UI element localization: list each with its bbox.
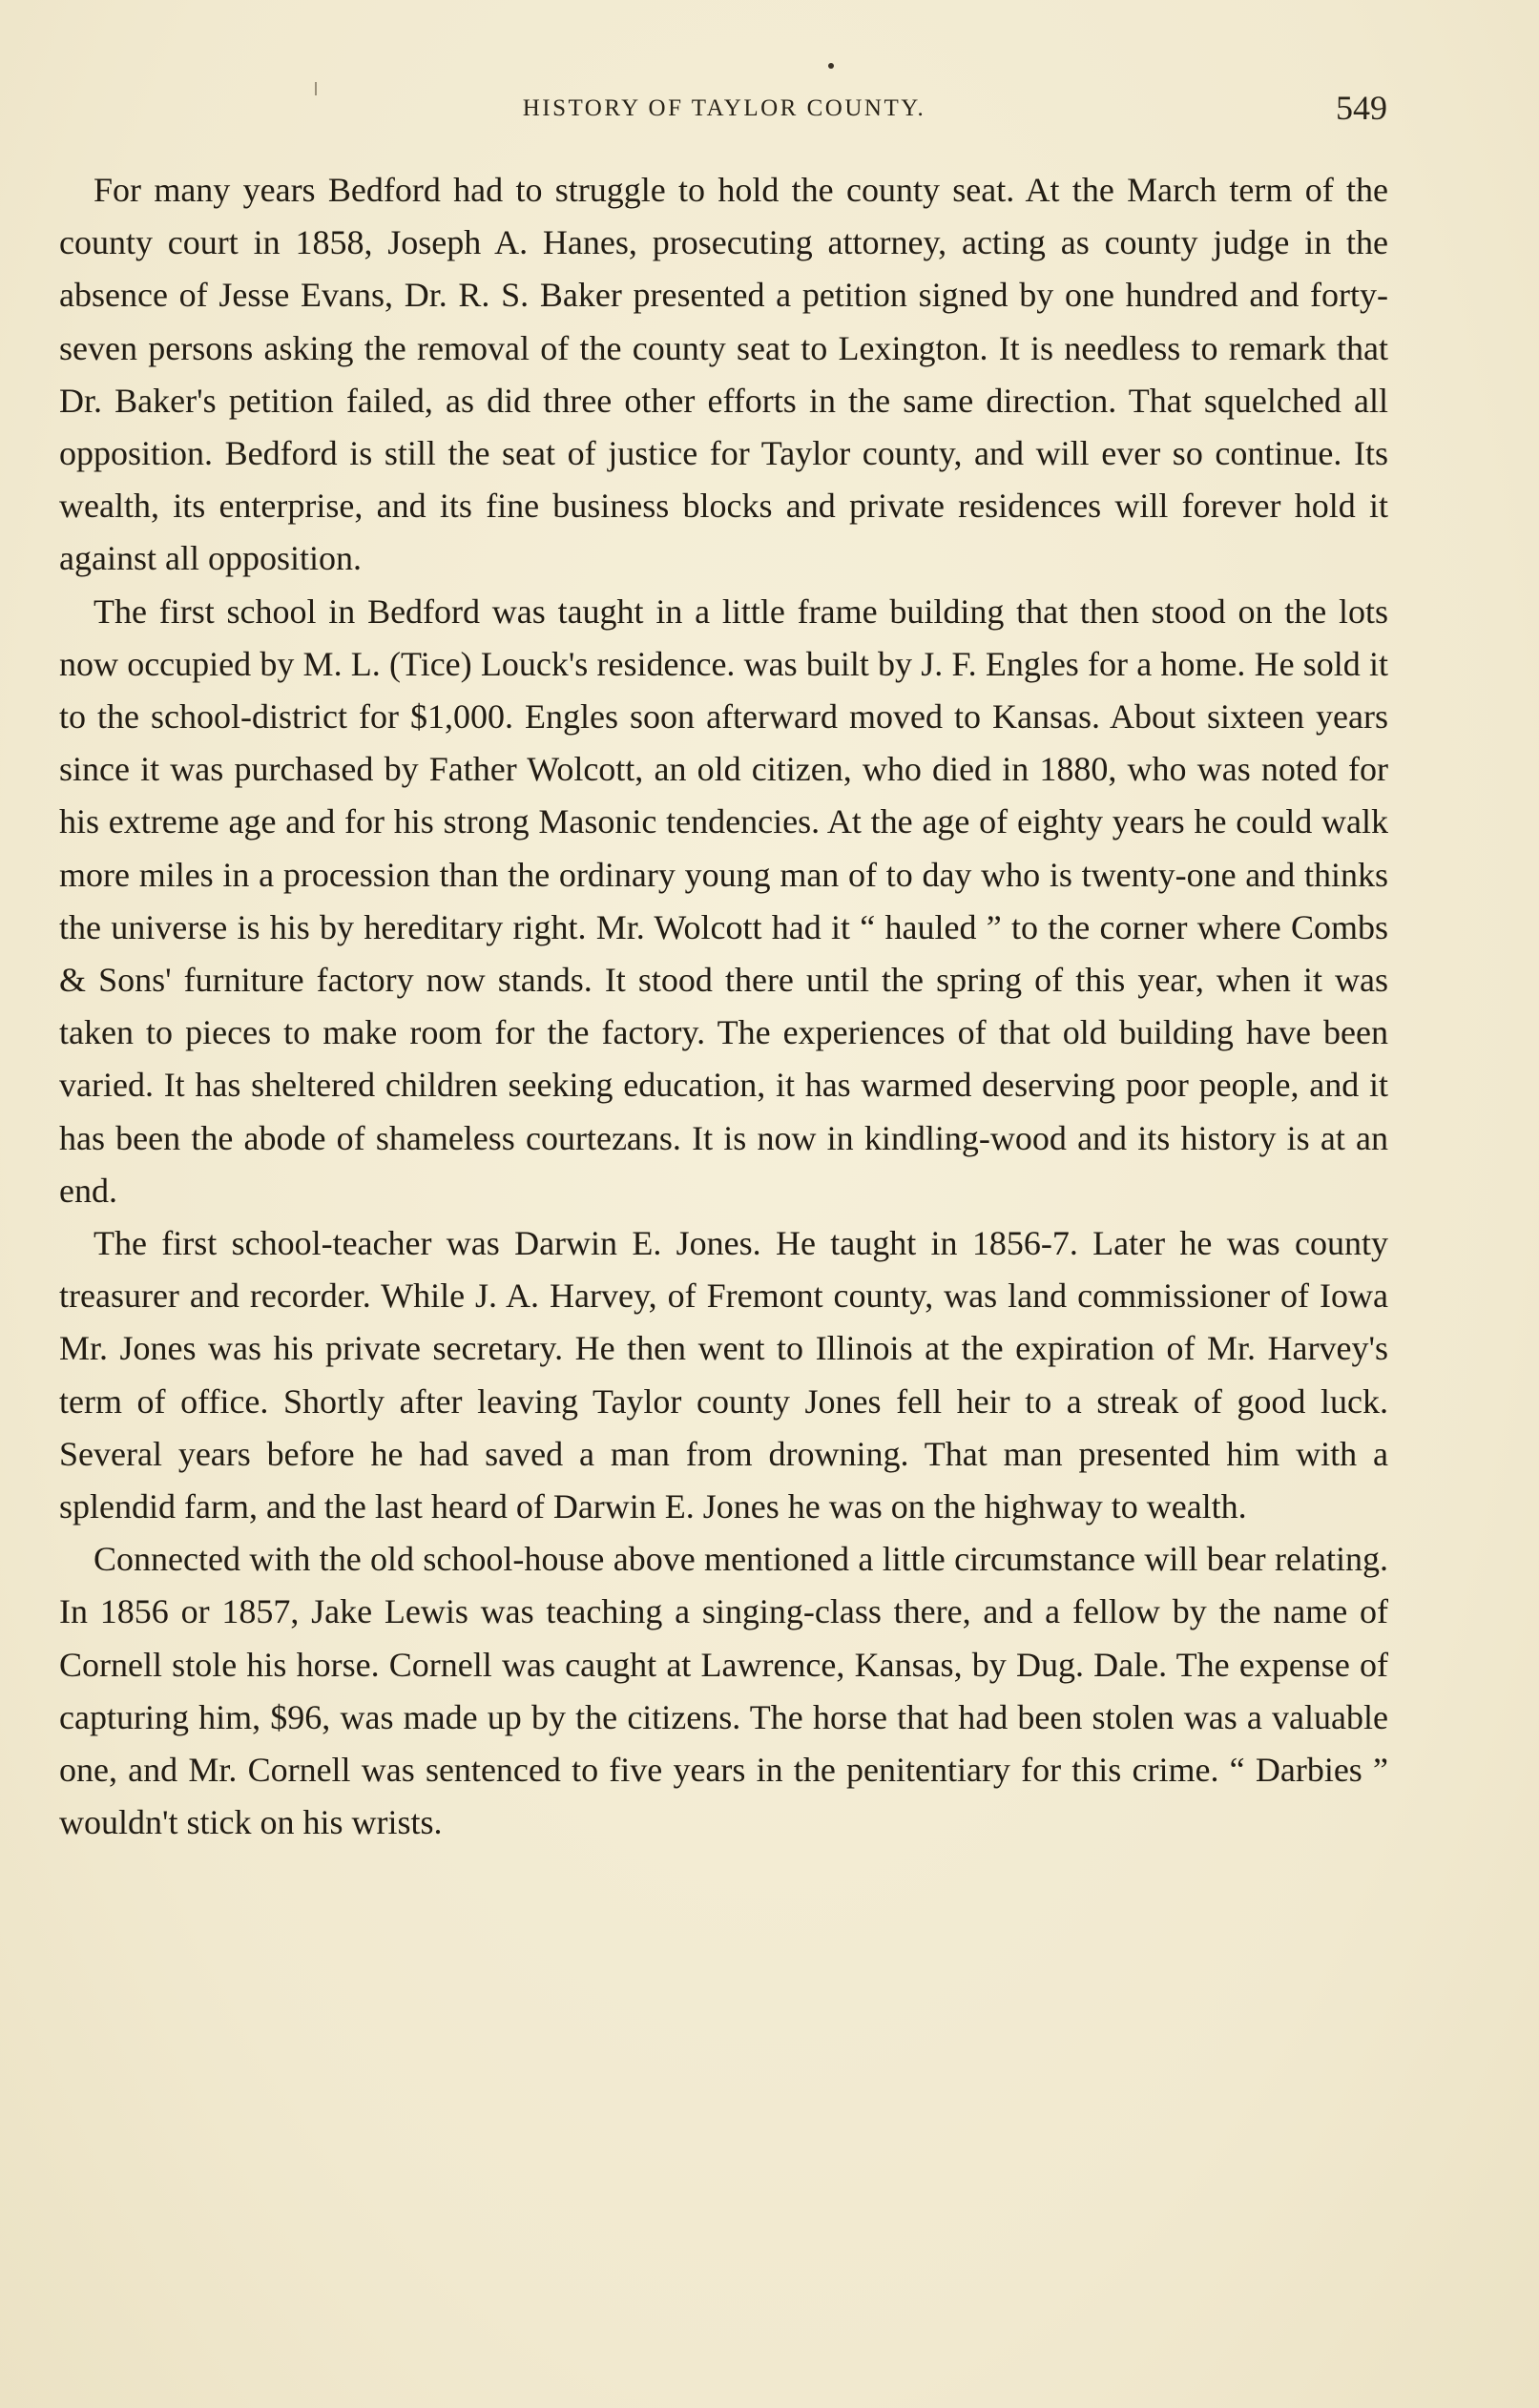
running-head [61, 88, 1387, 135]
page-number: 549 [1336, 89, 1387, 127]
paragraph-horse-theft: Connected with the old school-house above mentioned a little circumstance will bear relating. In 1856 or 1857, Jake Lewis was teaching a singing-class there, and a fellow by the name of Cornell stole his horse. Cornell was caught at Lawrence, Kansas, by Dug. Dale. The expense of capturing him, $96, was made up by the citizens. The horse that had been stolen was a valuable one, and Mr. Cornell was sentenced to five years in the penitentiary for this crime. “ Darbies ” wouldn't stick on his wrists. [59, 1540, 1388, 1842]
print-speck [828, 63, 834, 69]
paragraph-first-school: The first school in Bedford was taught in a little frame building that then stood on the lots now occupied by M. L. (Tice) Louck's residence. was built by J. F. Engles for a home. He sold it to the school-district for $1,000. Engles soon afterward moved to Kansas. About sixteen years since it was purchased by Father Wolcott, an old citizen, who died in 1880, who was noted for his extreme age and for his strong Masonic tendencies. At the age of eighty years he could walk more miles in a procession than the ordinary young man of to day who is twenty-one and thinks the universe is his by hereditary right. Mr. Wolcott had it “ hauled ” to the corner where Combs & Sons' furniture factory now stands. It stood there until the spring of this year, when it was taken to pieces to make room for the factory. The experiences of that old building have been varied. It has sheltered children seeking education, it has warmed deserving poor people, and it has been the abode of shameless courtezans. It is now in kindling-wood and its history is at an end. [59, 592, 1388, 1210]
body-text [59, 164, 1388, 1850]
paragraph-county-seat: For many years Bedford had to struggle to hold the county seat. At the March term of the county court in 1858, Joseph A. Hanes, prosecuting attorney, acting as county judge in the absence of Jesse Evans, Dr. R. S. Baker presented a petition signed by one hundred and forty-seven persons asking the removal of the county seat to Lexington. It is needless to remark that Dr. Baker's petition failed, as did three other efforts in the same direction. That squelched all opposition. Bedford is still the seat of justice for Taylor county, and will ever so continue. Its wealth, its enterprise, and its fine business blocks and private residences will forever hold it against all opposition. [59, 171, 1388, 578]
running-title: HISTORY OF TAYLOR COUNTY. [522, 95, 926, 121]
paragraph-first-teacher: The first school-teacher was Darwin E. Jones. He taught in 1856-7. Later he was county treasurer and recorder. While J. A. Harvey, of Fremont county, was land commissioner of Iowa Mr. Jones was his private secretary. He then went to Illinois at the expiration of Mr. Harvey's term of office. Shortly after leaving Taylor county Jones fell heir to a streak of good luck. Several years before he had saved a man from drowning. That man presented him with a splendid farm, and the last heard of Darwin E. Jones he was on the highway to wealth. [59, 1224, 1388, 1526]
